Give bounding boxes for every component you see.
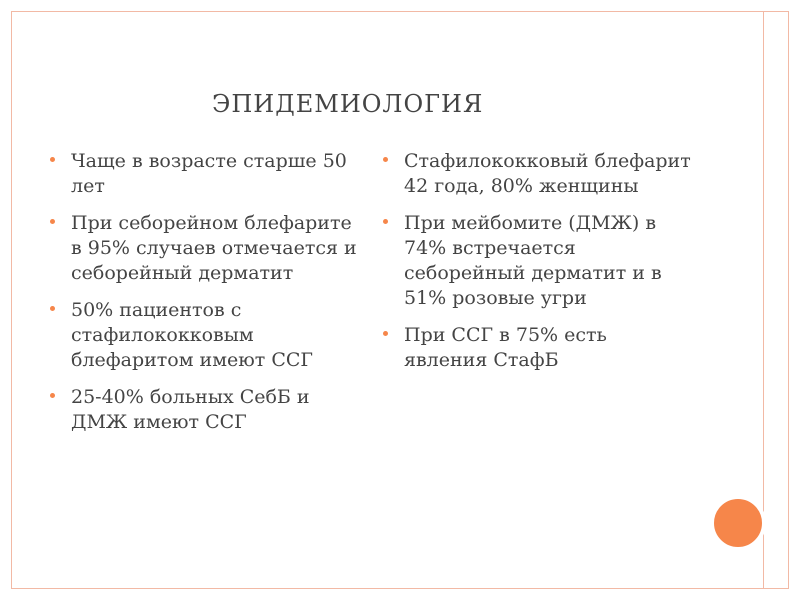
bullet-text: При ССГ в 75% есть явления СтафБ: [404, 324, 607, 371]
bullet-text: Стафилококковый блефарит 42 года, 80% женщины: [404, 150, 691, 197]
bullet-item: [50, 298, 360, 373]
bullet-dot-icon: [383, 331, 388, 336]
bullet-item: [383, 149, 693, 199]
slide-title: ЭПИДЕМИОЛОГИЯ: [212, 90, 484, 118]
slide-right-divider: [763, 11, 764, 589]
bullet-dot-icon: [383, 157, 388, 162]
bullet-dot-icon: [50, 219, 55, 224]
bullet-text: При себорейном блефарите в 95% случаев отмечается и себорейный дерматит: [71, 212, 357, 284]
bullet-item: [50, 211, 360, 286]
bullet-dot-icon: [50, 306, 55, 311]
bullet-text: Чаще в возрасте старше 50 лет: [71, 150, 347, 197]
bullet-text: При мейбомите (ДМЖ) в 74% встречается себорейный дерматит и в 51% розовые угри: [404, 212, 662, 309]
bullet-dot-icon: [50, 157, 55, 162]
bullet-item: [383, 211, 693, 311]
bullet-item: [50, 385, 360, 435]
bullet-item: [383, 323, 693, 373]
bullet-dot-icon: [383, 219, 388, 224]
left-bullet-list: [50, 149, 360, 447]
bullet-text: 25-40% больных СебБ и ДМЖ имеют ССГ: [71, 386, 310, 433]
bullet-dot-icon: [50, 393, 55, 398]
bullet-item: [50, 149, 360, 199]
orange-circle-icon: [710, 495, 766, 551]
right-bullet-list: [383, 149, 693, 385]
bullet-text: 50% пациентов с стафилококковым блефаритом имеют ССГ: [71, 299, 313, 371]
